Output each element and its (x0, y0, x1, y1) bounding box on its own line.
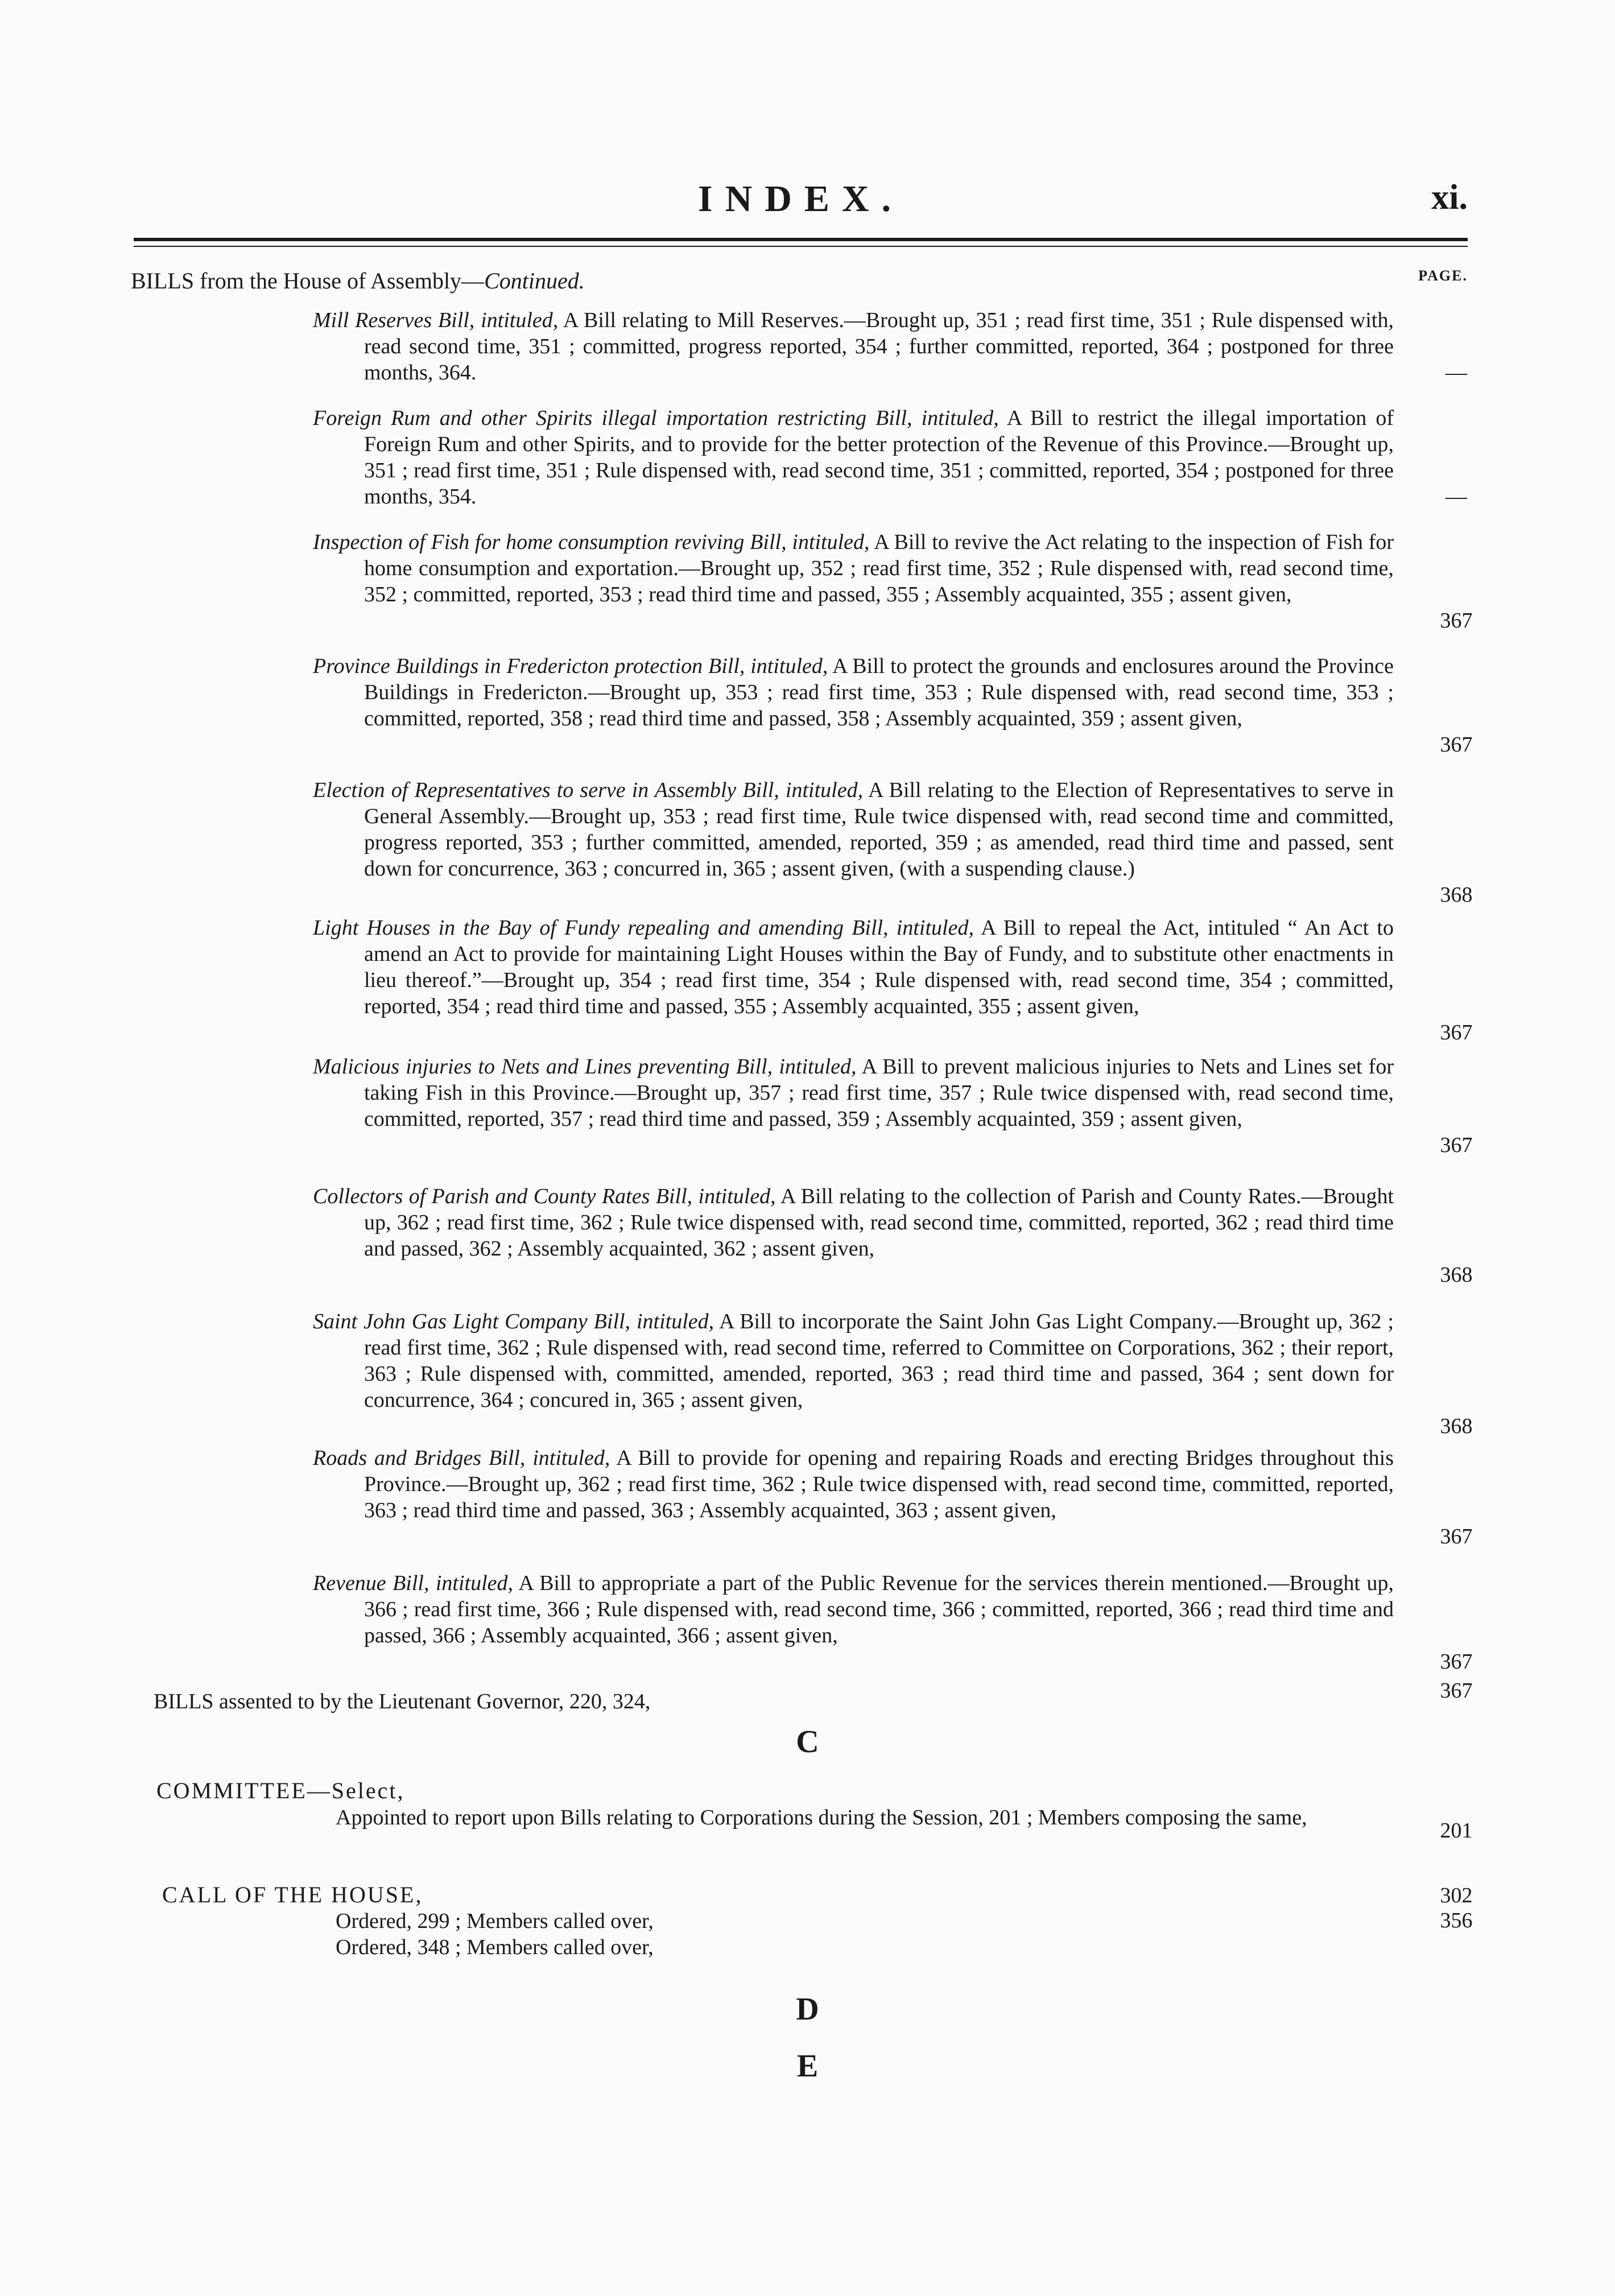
section-heading (131, 267, 1468, 302)
committee-page: 201 (1440, 1819, 1473, 1843)
entry-page: 368 (1440, 1414, 1473, 1438)
entry-page: 367 (1440, 1133, 1473, 1157)
entry-title: Inspection of Fish for home consumption reviving Bill, intituled, (313, 530, 870, 554)
entry-text: A Bill to provide for opening and repairing Roads and erecting Bridges throughout this Province.—Brought up, 362 ; read first time, 362 ; Rule twice dispensed with, read second time, committed, reported, 363 ; read third time and passed, 363 ; Assembly acquainted, 363 ; assent given, (364, 1446, 1394, 1522)
entry-text: A Bill relating to the collection of Parish and County Rates.—Brought up, 362 ; read first time, 362 ; Rule twice dispensed with, read second time, committed, reported, 362 ; read third time and passed, 362 ; Assembly acquainted, 362 ; assent given, (364, 1184, 1394, 1261)
index-entry (313, 529, 1473, 633)
entry-page: 368 (1440, 1263, 1473, 1287)
section-continued: Continued. (484, 268, 585, 294)
index-entry (313, 653, 1473, 757)
folio-number: xi. (1431, 178, 1468, 217)
entry-page: 368 (1440, 883, 1473, 907)
entry-title: Malicious injuries to Nets and Lines preventing Bill, intituled, (313, 1055, 857, 1079)
entry-page: 367 (1440, 733, 1473, 757)
entry-title: Mill Reserves Bill, intituled, (313, 308, 559, 332)
section-letter-d: D (796, 1992, 819, 2027)
index-entry (313, 405, 1467, 510)
index-entry (313, 915, 1473, 1044)
header-rule-thick (134, 238, 1468, 241)
call-of-house-heading: CALL OF THE HOUSE, (162, 1882, 423, 1907)
entry-page: — (1445, 485, 1467, 509)
index-entry (313, 1183, 1473, 1287)
bills-assented-line: BILLS assented to by the Lieutenant Governor, 220, 324, (154, 1690, 651, 1713)
committee-heading: COMMITTEE—Select, (156, 1778, 405, 1803)
call-of-house-page-2: 356 (1440, 1909, 1473, 1932)
page-title: INDEX. (697, 178, 904, 220)
entry-text: A Bill to appropriate a part of the Public Revenue for the services therein mentioned.—Brought up, 366 ; read first time, 366 ; Rule dispensed with, read second time, 366 ; committed, reported, 366 ; read third time and passed, 366 ; Assembly acquainted, 366 ; assent given, (364, 1571, 1394, 1647)
entry-page: 367 (1440, 1021, 1473, 1044)
section-letter-e: E (796, 2049, 819, 2084)
index-entry (313, 1445, 1473, 1548)
bills-assented-page: 367 (1440, 1679, 1473, 1703)
call-of-house-page-1: 302 (1440, 1884, 1473, 1907)
entry-text: A Bill to incorporate the Saint John Gas Light Company.—Brought up, 362 ; read first time, 362 ; Rule dispensed with, read second time, referred to Committee on Corporations, 362 ; their report, 363 ; Rule dispensed with, committed, amended, reported, 363 ; read third time and passed, 364 ; sent down for concurrence, 364 ; concured in, 365 ; assent given, (364, 1310, 1394, 1412)
entry-title: Revenue Bill, intituled, (313, 1571, 514, 1595)
entry-page: 367 (1440, 1650, 1473, 1674)
entry-text: A Bill to protect the grounds and enclosures around the Province Buildings in Fredericton.—Brought up, 353 ; read first time, 353 ; Rule dispensed with, read second time, 353 ; committed, reported, 358 ; read third time and passed, 358 ; Assembly acquainted, 359 ; assent given, (364, 654, 1394, 730)
section-heading-text: BILLS from the House of Assembly— (131, 268, 485, 294)
entry-title: Province Buildings in Fredericton protection Bill, intituled, (313, 654, 828, 678)
header-rule-thin (134, 246, 1468, 247)
call-of-house-line-1: Ordered, 299 ; Members called over, (336, 1909, 654, 1933)
entry-page: — (1445, 361, 1467, 385)
index-entry (313, 777, 1473, 907)
section-letter-c: C (796, 1724, 819, 1760)
index-entry (313, 1308, 1473, 1438)
entry-text: A Bill relating to Mill Reserves.—Brought up, 351 ; read first time, 351 ; Rule dispensed with, read second time, 351 ; committed, progress reported, 354 ; further committed, reported, 364 ; postponed for three months, 364. (364, 308, 1394, 385)
index-entry (313, 1054, 1473, 1157)
page-column-label: PAGE. (1418, 267, 1468, 284)
entry-title: Foreign Rum and other Spirits illegal importation restricting Bill, intituled, (313, 406, 999, 430)
entry-text: A Bill to prevent malicious injuries to Nets and Lines set for taking Fish in this Province.—Brought up, 357 ; read first time, 357 ; Rule twice dispensed with, read second time, committed, reported, 357 ; read third time and passed, 359 ; Assembly acquainted, 359 ; assent given, (364, 1055, 1394, 1131)
entry-text: A Bill to revive the Act relating to the inspection of Fish for home consumption and exportation.—Brought up, 352 ; read first time, 352 ; Rule dispensed with, read second time, 352 ; committed, reported, 353 ; read third time and passed, 355 ; Assembly acquainted, 355 ; assent given, (364, 530, 1394, 606)
index-entry (313, 1570, 1473, 1674)
entry-page: 367 (1440, 609, 1473, 633)
entry-text: A Bill to repeal the Act, intituled “ An Act to amend an Act to provide for maintaining Light Houses within the Bay of Fundy, and to substitute other enactments in lieu thereof.”—Brought up, 354 ; read first time, 354 ; Rule dispensed with, read second time, 354 ; committed, reported, 354 ; read third time and passed, 355 ; Assembly acquainted, 355 ; assent given, (364, 916, 1394, 1018)
entry-text: A Bill to restrict the illegal importation of Foreign Rum and other Spirits, and to provide for the better protection of the Revenue of this Province.—Brought up, 351 ; read first time, 351 ; Rule dispensed with, read second time, 351 ; committed, reported, 354 ; postponed for three months, 354. (364, 406, 1394, 509)
index-entry (313, 307, 1467, 386)
committee-entry: Appointed to report upon Bills relating to Corporations during the Session, 201 ; Members composing the same, (336, 1806, 1307, 1830)
entry-title: Election of Representatives to serve in Assembly Bill, intituled, (313, 778, 864, 802)
entry-title: Roads and Bridges Bill, intituled, (313, 1446, 610, 1470)
call-of-house-line-2: Ordered, 348 ; Members called over, (336, 1935, 654, 1959)
entry-text: A Bill relating to the Election of Representatives to serve in General Assembly.—Brought up, 353 ; read first time, Rule twice dispensed with, read second time and committed, progress reported, 353 ; further committed, amended, reported, 359 ; as amended, read third time and passed, sent down for concurrence, 363 ; concurred in, 365 ; assent given, (with a suspending clause.) (364, 778, 1394, 881)
entry-title: Light Houses in the Bay of Fundy repealing and amending Bill, intituled, (313, 916, 974, 940)
running-head (134, 177, 1468, 234)
entry-title: Saint John Gas Light Company Bill, intituled, (313, 1310, 714, 1333)
entry-page: 367 (1440, 1525, 1473, 1548)
entry-title: Collectors of Parish and County Rates Bill, intituled, (313, 1184, 776, 1208)
